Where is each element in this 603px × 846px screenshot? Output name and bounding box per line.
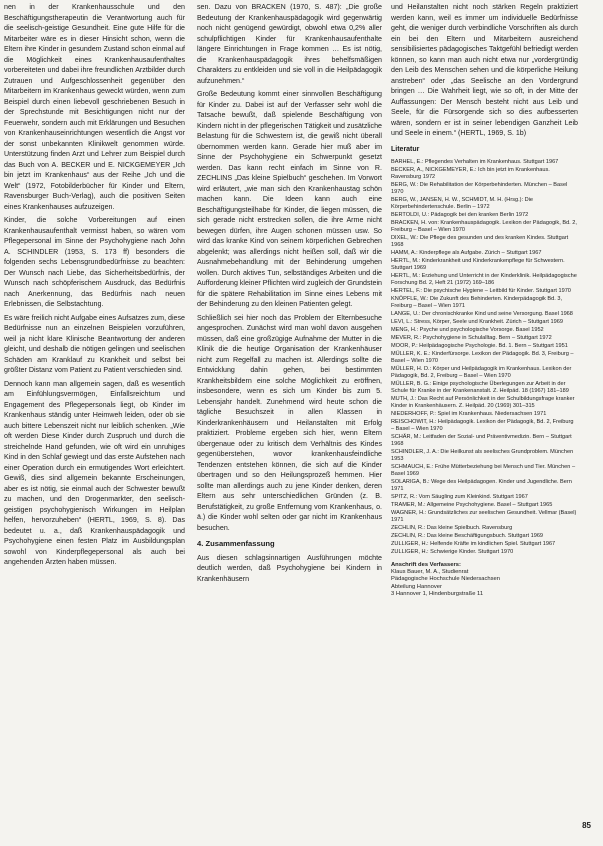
reference-item: LANGE, U.: Der chronischkranke Kind und seine Versorgung. Basel 1968	[391, 311, 573, 317]
reference-item: SCHMAUCH, E.: Frühe Mütterbeziehung bei Mensch und Tier. München – Basel 1969	[391, 464, 576, 477]
author-address	[391, 562, 578, 598]
reference-item: ZECHLIN, R.: Das kleine Beschäftigungsbuch. Stuttgart 1969	[391, 533, 544, 539]
author-address-line: Pädagogische Hochschule Niedersachsen	[391, 576, 500, 583]
reference-item: SOLARIGA, B.: Wege des Heilpädagogen. Kinder und Jugendliche. Bern 1971	[391, 479, 572, 492]
reference-item: BRACKEN, H. von: Krankenhauspädagogik. Lexikon der Pädagogik, Bd. 2, Freiburg – Basel – Wien 1970	[391, 220, 577, 233]
reference-item: BECKER, A., NICKGEMEYER, E.: Ich bin jetzt im Krankenhaus. Ravensburg 1972	[391, 167, 550, 180]
section-heading-summary: 4. Zusammenfassung	[197, 539, 275, 548]
body-paragraph: nen in der Krankenhausschule und den Beschäftigungstherapeutin die Verantwortung auch für die seelisch-geistige Gesundheit. Eine gute Hilfe für die Mitarbeiter wäre es in dieser Hinsicht schon, wenn die Eltern ihre Kinder in gesundem Zustand schon einmal auf die Möglichkeit eines Krankenhausaufenthaltes vorbereiteten und dabei ihre freundlichen Arztbilder durch Zutrauen und Aufgeschlossenheit gegenüber den Mitarbeitern im Krankenhaus geweckt würden, wenn zum Beispiel durch einen liebevoll geschriebenen Besuch in der Sprechstunde mit Besichtigungen nicht nur der Feuerwehr, sondern auch mit Erklärungen und Besuchen von Krankenhauseinrichtungen wesentlich die Angst vor der sonst unbekannten Klinikwelt genommen würde. Unterstützung finden Arzt und Lehrer zum Beispiel durch das Buch von A. BECKER und E. NICKGEMEYER „Ich bin jetzt im Krankenhaus“ aus der Reihe „Ich und die Welt“ (1972, Fotobilderbücher für Kinder und Eltern, Ravensburger Buch-Verlag), auch die positiven Seiten eines Krankenhauses aufzuzeigen.	[4, 3, 185, 211]
body-paragraph: sen. Dazu von BRACKEN (1970, S. 487): „Die große Bedeutung der Krankenhauspädagogik wird gegenwärtig noch nicht genügend gewürdigt, obwohl etwa 0,2% aller schulpflichtigen Kinder für Krankenhausaufenthalte längere Einrichtungen in Frage kommen … Es ist nötig, die Krankenhauspädagogik ihres behelfsmäßigen Charakters zu entkleiden und sie voll in die Heilpädagogik aufzunehmen.“	[197, 3, 382, 85]
reference-item: DIXEL, W.: Die Pflege des gesunden und des kranken Kindes. Stuttgart 1968	[391, 235, 569, 248]
middle-text-column	[197, 2, 382, 840]
body-paragraph: und Heilanstalten nicht noch stärken Regeln praktiziert werden kann, weil es immer um individuelle Bedürfnisse geht, die weniger durch verbindliche Vorschriften als durch ein bei den Eltern und Mitarbeitern ausreichend sensibilisiertes pädagogisches Taktgefühl befriedigt werden können, so kann man auch nicht etwa nur „vordergründig den Leib des Menschen sehen und die körperliche Heilung anstreben“ oder „das Seelische an den Vordergrund bringen … Die Wahrheit liegt, wie so oft, in der Mitte der Auffassungen: Der Mensch besteht nicht aus Leib und Seele, für die Fürsorgende sich so dies aufbesserten wären, sondern er ist in seiner lebendigen Ganzheit Leib und Seele in einem.“ (HERTL, 1969, S. 1b)	[391, 3, 578, 137]
body-paragraph: Es wäre freilich nicht Aufgabe eines Aufsatzes zum, diese Bedürfnisse nun an einzelnen Beispielen vorzuführen, weil ja nicht klare Klinische Beantwortung der anderen gleicht, und deshalb die nötigen gelingen und seelischen Schäden am Kranklauf zu Krankheit und selbst bei größter Distanz vom Patient zu Patient verschieden sind.	[4, 313, 185, 374]
reference-item: BERTOLDI, U.: Pädagogik bei den kranken Berlin 1972	[391, 212, 529, 218]
reference-item: WAGNER, H.: Grundsätzliches zur seelischen Gesundheit. Vellmar (Basel) 1971	[391, 510, 577, 523]
reference-item: LEVI, L.: Stress, Körper, Seele und Krankheit. Zürich – Stuttgart 1969	[391, 319, 563, 325]
body-paragraph: Kinder, die solche Vorbereitungen auf einen Krankenhausaufenthalt vermisst haben, so wären vom Pflegepersonal im Sinne der Psychohygiene nach John A. SCHINDLER (1953, S. 173 ff) besonders die folgenden sechs Lebensgrundbedürfnisse zu beachten: Der Wunsch nach Liebe, das Sicherheitsbedürfnis, der Wunsch nach schöpferischem Ausdruck, das Bedürfnis nach Anerkennung, das Bedürfnis nach neuen Erlebnissen, die Selbstachtung.	[4, 216, 185, 308]
reference-item: REISCHOWIT, H.: Heilpädagogik. Lexikon der Pädagogik, Bd. 2, Freiburg – Basel – Wien 1970	[391, 419, 574, 432]
reference-item: BERG, W.: Die Rehabilitation der Körperbehinderten. München – Basel 1970	[391, 182, 568, 195]
reference-item: SCHÄR, M.: Leitfaden der Sozial- und Präventivmedizin. Bern – Stuttgart 1968	[391, 434, 572, 447]
reference-item: MOOR, P.: Heilpädagogische Psychologie. Bd. 1. Bern – Stuttgart 1951	[391, 343, 568, 349]
body-paragraph: Dennoch kann man allgemein sagen, daß es wesentlich am Einfühlungsvermögen, Einfallsreichtum und Engagement des Pflegepersonals liegt, ob Kinder im Krankenhaus ständig unter Heimweh leiden, oder ob sie auch bittere Lebenszeit nicht nur leiblich schenken. „Wie oft werden Diese Kinder durch Zuspruch und durch die streichelnde Hand gefunden, wie oft wird ein unruhiges Kind in den Schlaf gewiegt und das erste Aufstehen nach einer Operation durch ein ermutigendes Wort erleichtert. Gewiß, dies sind allgemein bekannte Erscheinungen, aber es ist nötig, sie einmal auch der Schwester bewußt zu machen, und den Drogenmarkter, den seelisch-geistigen psychohygienisch Wirkungen im Heilplan helfen, hervorzuheben“ (HERTL, 1969, S. 8). Das bedeutet u. a., daß Krankenhauspädagogik und Psychohygiene einen festen Platz im Ausbildungsplan sowohl von Kinderpflegepersonal als auch bei angehenden Ärzten haben müssen.	[4, 379, 185, 566]
reference-item: MEVER, R.: Psychohygiene in Schulalltag. Bern – Stuttgart 1972	[391, 335, 552, 341]
author-address-line: Klaus Bauer, M. A., Studienrat	[391, 569, 469, 576]
reference-item: MENG, H.: Psyche und psychologische Vorsorge. Basel 1952	[391, 327, 544, 333]
body-paragraph: Schließlich sei hier noch das Problem der Elternbesuche angesprochen. Zunächst wird man wohl davon ausgehen müssen, daß eine großzügige Aufnahme der Mutter in die Klinik die die heutige Organisation der Krankenhäuser nicht zum Regelfall zu machen ist. Allerdings sollte die Entwicklung dahin gehen, bei bestimmten Krankheitsbildern eine solche Möglichkeit zu eröffnen, insbesondere, wenn es sich um Kinder bis zum 5. Lebensjahr handelt. Zunehmend wird heute schon die tägliche Besuchszeit in allen Klassen in Kinderkrankenhäusern und Heilanstalten mit Erfolg praktiziert. Probleme ergeben sich hier, wenn Eltern übergenaue oder zu kritisch dem Verhältnis des Kindes gegenüberstehen, wovor krankenhausfeindliche Tendenzen entstehen können, die sich auf die Kinder übertragen und so den Heilungsprozeß hemmen. Hier sollte man allerdings auch zu jene Kinder denken, deren Eltern aus sehr unterschiedlichen Gründen (z. B. Berufstätigkeit, zu große Entfernung vom Krankenhaus, o. ä.) die Kinder wohl selten oder gar nicht im Krankenhaus besuchen.	[197, 313, 382, 532]
reference-item: BARHEL, E.: Pflegendes Verhalten im Krankenhaus. Stuttgart 1967	[391, 159, 559, 165]
summary-paragraph: Aus diesen schlagsinnartigen Ausführungen möchte deutlich werden, daß Psychohygiene bei Kindern in Krankenhäusern	[197, 553, 382, 583]
body-paragraph: Große Bedeutung kommt einer sinnvollen Beschäftigung für Kinder zu. Dabei ist auf der Verfasser sehr wohl die Tatsache bewußt, daß spielende Beschäftigung von Kindern nicht in der pflegerischen Tätigkeit und zusätzliche Belastung für die Schwestern ist, die gewiß nicht überall übernommen werden kann. Gerade hier muß aber im Sinne der Psychohygiene ein Schwerpunkt gesetzt werden. Das kann recht einfach im Sinne von R. ZECHLINS „Das kleine Spielbuch“ geschehen. Im Vorwort wird erläutert, „wie man sich den Krankenhaustag schön machen kann. Die Ideen kann auch eine Beschäftigungsteilhabe für Kinder, die liegen müssen, die sich gerade nicht erstrecken sollen, die ihre Arme nicht bewegen dürfen, ihre Augen schonen müssen usw. So wird das kranke Kind von seinem körperlichen Gebrechen abgelenkt; was allerdings nicht heißen soll, daß wir die Ausnahmebehandlung mit der Behinderung umgehen wollen. Durch aktives Tun, selbständiges Arbeiten und die Aufforderung kleiner Pflichten wird zugleich der Grundstein für die spätere Rehabilitation im Sinne eines Lebens mit der Behinderung zu den kleinen Patienten gelegt.	[197, 90, 382, 308]
author-address-line: Abteilung Hannover	[391, 583, 442, 590]
reference-item: BERG, W., JANSEN, H. W., SCHMIDT, M. H. (Hrsg.): Die Körperbehindertenschule. Berlin – 1972	[391, 197, 534, 210]
reference-item: NIEDERHOFF, P.: Spiel im Krankenhaus. Niedersachsen 1971	[391, 411, 547, 417]
reference-item: HAMM, A.: Kinderpflege als Aufgabe. Zürich – Stuttgart 1967	[391, 250, 542, 256]
literature-heading: Literatur	[391, 145, 420, 153]
reference-item: MÜLLER, B. G.: Einige psychologische Überlegungen zur Arbeit in der Schule für Kranke in der Krankenanstalt. Z. Heilpäd. 18 (1967) 181–189	[391, 381, 569, 394]
reference-item: SPITZ, R.: Vom Säugling zum Kleinkind. Stuttgart 1967	[391, 494, 528, 500]
reference-item: MUTH, J.: Das Recht auf Persönlichkeit in der Schulbildungsfrage kranker Kinder in Krankenhäusern. Z. Heilpäd. 20 (1969) 301–315	[391, 396, 575, 409]
left-text-column	[4, 2, 185, 840]
reference-item: SCHINDLER, J. A.: Die Heilkunst als seelisches Grundproblem. München 1953	[391, 449, 574, 462]
reference-list	[391, 159, 578, 556]
reference-item: HERTL, M.: Erziehung und Unterricht in der Kinderklinik. Heilpädagogische Forschung Bd. 2, Heft 21 (1972) 169–186	[391, 273, 577, 286]
reference-item: KNÖPFLE, W.: Die Zukunft des Behinderten. Kinderpädagogik Bd. 3, Freiburg – Basel – Wien 1971	[391, 296, 563, 309]
reference-item: TRAMER, M.: Allgemeine Psychohygiene. Basel – Stuttgart 1965	[391, 502, 553, 508]
author-address-line: 3 Hannover 1, Hindenburgstraße 11	[391, 590, 484, 597]
reference-item: ZULLIGER, H.: Schwierige Kinder. Stuttgart 1970	[391, 549, 514, 555]
right-text-column	[391, 2, 578, 840]
reference-item: HERTL, M.: Kinderkrankheit und Kinderkrankenpflege für Schwestern. Stuttgart 1969	[391, 258, 565, 271]
reference-item: MÜLLER, H. D.: Körper und Heilpädagogik im Krankenhaus. Lexikon der Pädagogik, Bd. 2, Freiburg – Basel – Wien 1970	[391, 366, 572, 379]
reference-item: ZULLIGER, H.: Helfende Kräfte im kindlichen Spiel. Stuttgart 1967	[391, 541, 556, 547]
reference-item: MÜLLER, K. E.: Kinderfürsorge. Lexikon der Pädagogik. Bd. 3, Freiburg – Basel – Wien 1970	[391, 351, 574, 364]
author-address-heading: Anschrift des Verfassers:	[391, 562, 461, 568]
reference-item: ZECHLIN, R.: Das kleine Spielbuch. Ravensburg	[391, 525, 513, 531]
reference-item: HERTEL, F.: Die psychische Hygiene – Leitbild für Kinder. Stuttgart 1970	[391, 288, 571, 294]
page-number: 85	[582, 821, 591, 830]
